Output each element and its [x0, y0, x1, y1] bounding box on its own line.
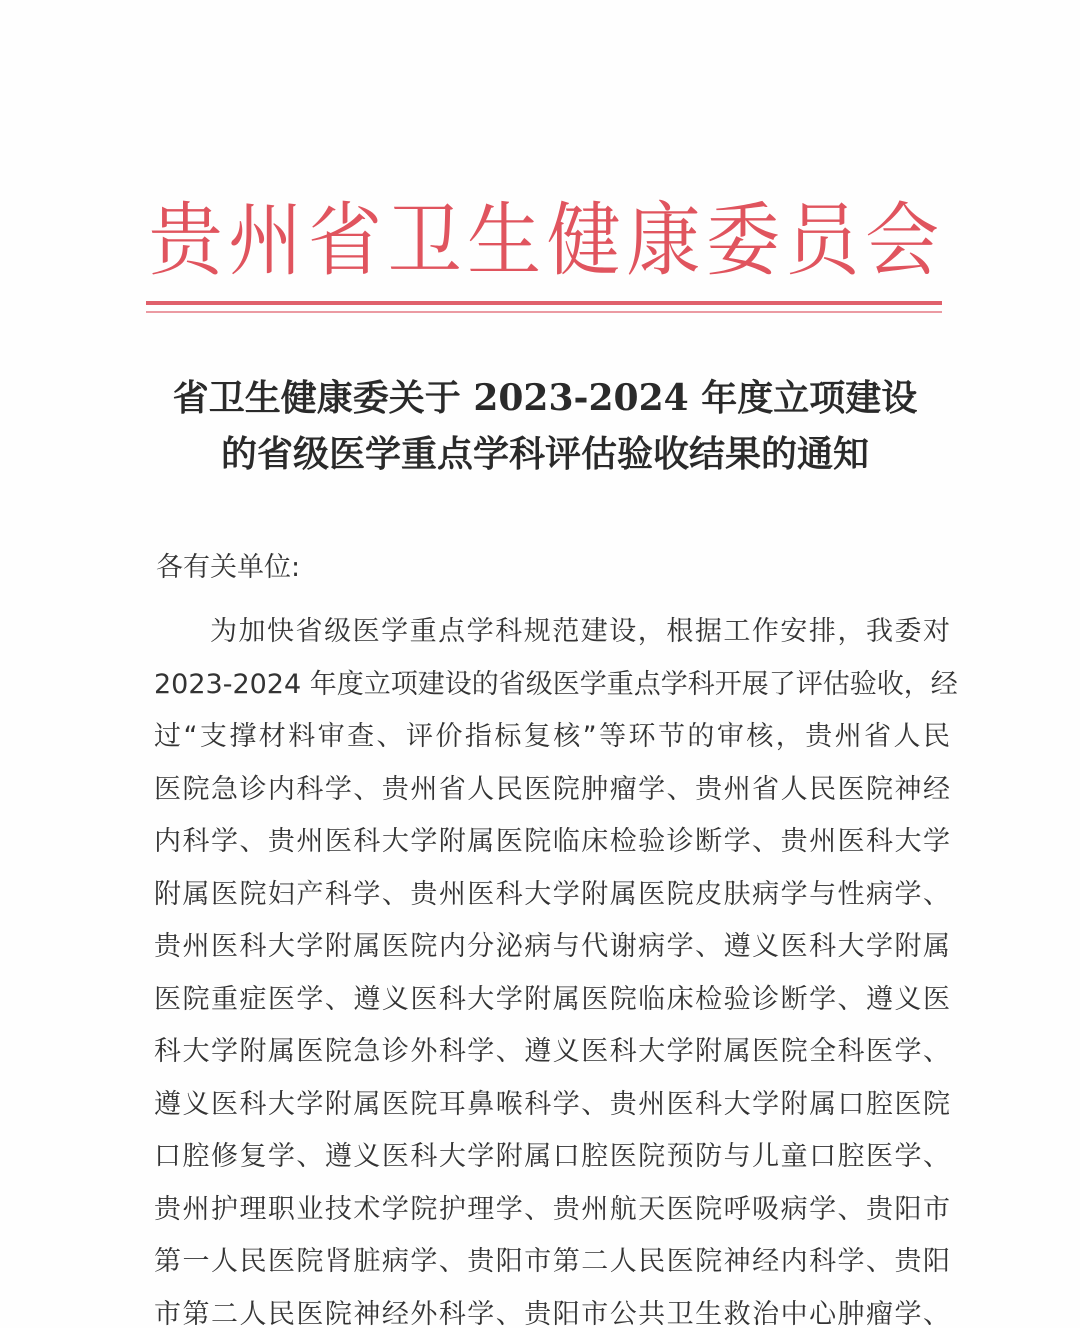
- body-line: 医院急诊内科学、贵州省人民医院肿瘤学、贵州省人民医院神经: [154, 764, 950, 817]
- issuer-header-char: 健: [544, 192, 624, 289]
- body-line: 附属医院妇产科学、贵州医科大学附属医院皮肤病学与性病学、: [154, 869, 950, 922]
- body-line: 贵州护理职业技术学院护理学、贵州航天医院呼吸病学、贵阳市: [154, 1184, 950, 1237]
- body-line: 第一人民医院肾脏病学、贵阳市第二人民医院神经内科学、贵阳: [154, 1236, 950, 1289]
- body-line: 贵州医科大学附属医院内分泌病与代谢病学、遵义医科大学附属: [154, 921, 950, 974]
- issuer-header-char: 会: [862, 192, 942, 289]
- issuer-header-char: 委: [703, 192, 783, 289]
- title-line: 的省级医学重点学科评估验收结果的通知: [150, 426, 940, 482]
- issuer-header: [146, 196, 942, 286]
- body-line: 遵义医科大学附属医院耳鼻喉科学、贵州医科大学附属口腔医院: [154, 1079, 950, 1132]
- document-title: [150, 370, 940, 482]
- body-line: 过“支撑材料审查、评价指标复核”等环节的审核，贵州省人民: [154, 711, 950, 764]
- body-line: 为加快省级医学重点学科规范建设，根据工作安排，我委对: [154, 606, 950, 659]
- issuer-header-char: 康: [624, 192, 704, 289]
- body-line: 市第二人民医院神经外科学、贵阳市公共卫生救治中心肿瘤学、: [154, 1289, 950, 1341]
- body-line: 口腔修复学、遵义医科大学附属口腔医院预防与儿童口腔医学、: [154, 1131, 950, 1184]
- issuer-header-char: 卫: [385, 192, 465, 289]
- body-line: 科大学附属医院急诊外科学、遵义医科大学附属医院全科医学、: [154, 1026, 950, 1079]
- header-rule-thick: [146, 301, 942, 305]
- issuer-header-char: 员: [783, 192, 863, 289]
- body-line: 医院重症医学、遵义医科大学附属医院临床检验诊断学、遵义医: [154, 974, 950, 1027]
- issuer-header-char: 州: [226, 192, 306, 289]
- issuer-header-char: 贵: [146, 192, 226, 289]
- issuer-header-char: 生: [464, 192, 544, 289]
- salutation: 各有关单位:: [156, 548, 300, 588]
- body-paragraph: [154, 606, 954, 1341]
- header-rule-thin: [146, 311, 942, 313]
- body-line: 2023-2024 年度立项建设的省级医学重点学科开展了评估验收，经: [154, 659, 950, 712]
- body-line: 内科学、贵州医科大学附属医院临床检验诊断学、贵州医科大学: [154, 816, 950, 869]
- issuer-header-char: 省: [305, 192, 385, 289]
- title-line: 省卫生健康委关于 2023-2024 年度立项建设: [150, 370, 940, 426]
